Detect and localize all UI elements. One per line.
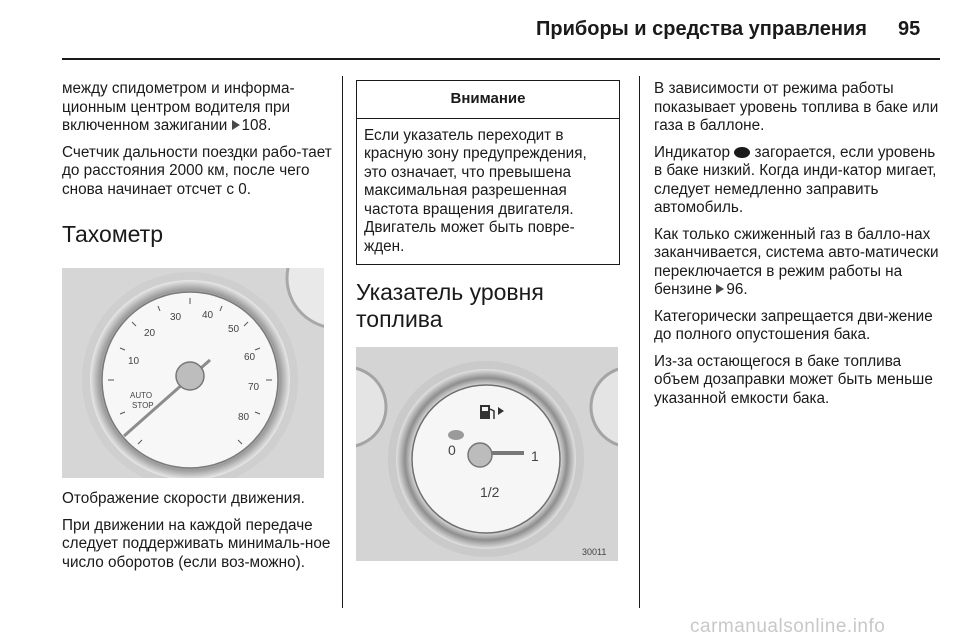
page-reference-link[interactable]: 96. [726, 281, 748, 298]
header-rule [62, 58, 940, 60]
paragraph-gear-advice: При движении на каждой передаче следует поддерживать минималь-ное число оборотов (если воз-можно). [62, 516, 331, 571]
fuel-label-full: 1 [531, 448, 539, 464]
fuel-indicator-icon [734, 147, 750, 158]
paragraph-trip-counter: Счетчик дальности поездки рабо-тает до расстояния 2000 км, после чего снова начинает отсчет с 0. [62, 143, 332, 198]
column-divider-1 [342, 76, 343, 608]
warning-text: Если указатель переходит в красную зону предупреждения, это означает, что превышена максимальная разрешенная частота вращения двигателя. Двигатель может быть повре-жден. [364, 126, 587, 255]
paragraph-fuel-mode: В зависимости от режима работы показывает уровень топлива в баке или газа в баллоне. [654, 80, 939, 134]
warning-box [356, 80, 620, 265]
gauge-label-10: 10 [128, 356, 140, 367]
gauge-label-70: 70 [248, 382, 260, 393]
watermark: carmanualsonline.info [690, 616, 886, 637]
warning-title: Внимание [357, 81, 619, 119]
auto-label: AUTO [130, 391, 153, 400]
fuel-label-half: 1/2 [480, 484, 500, 500]
stop-label: STOP [132, 401, 154, 410]
paragraph-lpg-switch: Как только сжиженный газ в балло-нах заканчивается, система авто-матически переключается в режим работы на бензине 96. [654, 225, 939, 298]
page-number: 95 [898, 18, 921, 40]
column-2 [356, 80, 622, 573]
fuel-gauge-figure [356, 347, 618, 561]
column-1 [62, 80, 332, 580]
fuel-label-empty: 0 [448, 442, 456, 458]
speedometer-figure [62, 268, 324, 478]
paragraph-speed-display: Отображение скорости движения. [62, 490, 305, 507]
reference-arrow-icon [232, 120, 240, 130]
paragraph-low-fuel-indicator: Индикатор загорается, если уровень в баке низкий. Когда инди-катор мигает, следует немедленно заправить автомобиль. [654, 143, 937, 216]
column-divider-2 [639, 76, 640, 608]
reference-arrow-icon [716, 284, 724, 294]
page-title: Приборы и средства управления [536, 18, 867, 40]
gauge-label-50: 50 [228, 324, 240, 335]
paragraph-odometer: между спидометром и информа-ционным центром водителя при включенном зажигании 108. [62, 80, 295, 134]
section-heading-tachometer: Тахометр [62, 221, 164, 247]
gauge-label-80: 80 [238, 412, 250, 423]
figure-code: 30011 [582, 547, 607, 557]
paragraph-refill-volume: Из-за остающегося в баке топлива объем дозаправки может быть меньше указанной емкости бака. [654, 352, 933, 407]
paragraph-empty-tank-warning: Категорически запрещается дви-жение до полного опустошения бака. [654, 307, 933, 343]
fuel-gauge-illustration [356, 347, 618, 561]
page-header [0, 0, 960, 56]
gauge-label-60: 60 [244, 352, 256, 363]
gauge-label-30: 30 [170, 312, 182, 323]
gauge-label-20: 20 [144, 328, 156, 339]
speedometer-illustration [62, 268, 324, 478]
page-reference-link[interactable]: 108. [241, 117, 272, 134]
low-fuel-indicator-icon [448, 430, 464, 440]
gauge-label-40: 40 [202, 310, 214, 321]
section-heading-fuel-gauge: Указатель уровня топлива [356, 279, 544, 332]
column-3 [654, 80, 940, 416]
